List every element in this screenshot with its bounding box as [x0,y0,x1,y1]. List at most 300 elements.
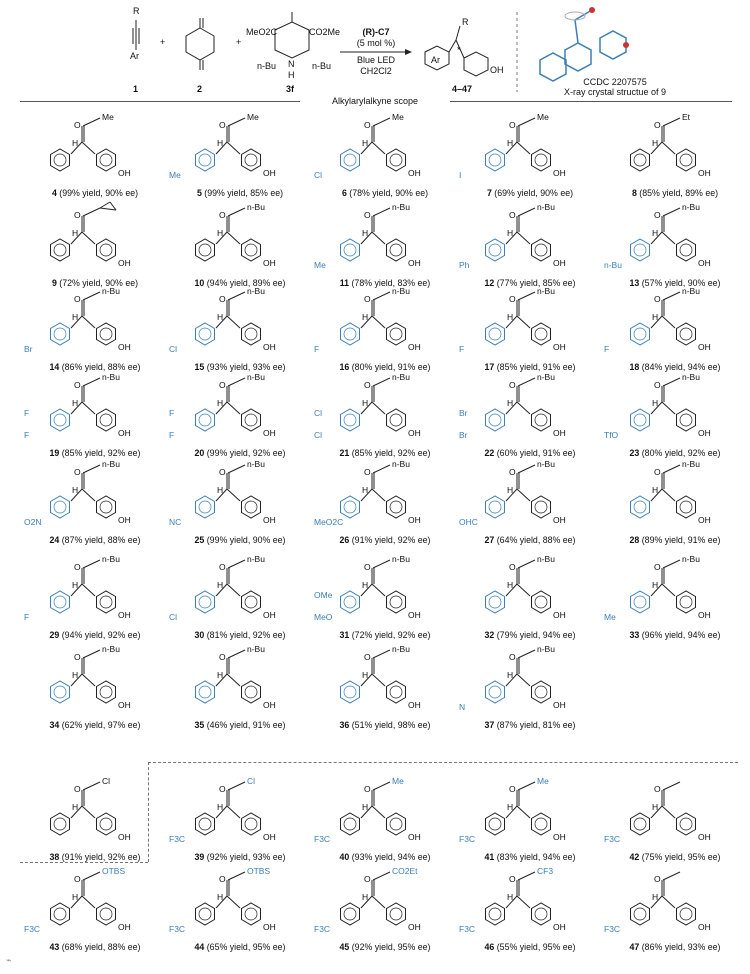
ar-substituent-label: F3C [169,924,186,934]
aromatic-circle [245,686,257,698]
bond [373,292,390,300]
bond [227,402,240,414]
ar-substituent-label: N [459,702,466,712]
benzene-ring [51,149,70,171]
compound-caption: 10 (94% yield, 89% ee) [194,278,286,288]
compound-caption: 23 (80% yield, 92% ee) [629,448,721,458]
benzene-ring [242,149,261,171]
label-2: 2 [197,84,203,94]
bond [517,896,530,908]
hydroxy-label: OH [263,168,276,178]
compound-caption: 20 (99% yield, 92% ee) [194,448,286,458]
benzene-ring [387,903,406,925]
benzene-ring [97,903,116,925]
bond [227,896,240,908]
compound-cell [455,108,605,198]
ar-substituent-2-label: F [169,408,175,418]
r-group-label: n-Bu [537,286,555,296]
ar-substituent-label: I [459,170,462,180]
ar-substituent-label: F3C [314,924,331,934]
carbonyl-o: O [219,380,226,390]
aromatic-circle [390,154,402,166]
hydroxy-label: OH [408,515,421,525]
compound-structure [165,640,315,718]
bond [662,489,675,501]
alpha-h: H [72,138,79,148]
compound-caption: 45 (92% yield, 95% ee) [339,942,431,952]
bond [373,872,390,880]
benzene-ring [196,496,215,518]
compound-id: 30 [194,630,205,640]
compound-caption: 6 (78% yield, 90% ee) [341,188,429,198]
benzene-ring [387,496,406,518]
carbonyl-o: O [219,562,226,572]
carbonyl-o: O [364,874,371,884]
bond [82,316,95,328]
bond [82,584,95,596]
aromatic-circle [680,414,692,426]
r-group-label: n-Bu [682,372,700,382]
alpha-h: H [362,228,369,238]
compound-id: 29 [49,630,60,640]
bond [83,560,100,568]
carbonyl-o: O [509,784,516,794]
bond [82,232,95,244]
aromatic-circle [680,908,692,920]
carbonyl-o: O [509,467,516,477]
aromatic-circle [344,818,356,830]
compound-structure [600,862,750,940]
compound-caption: 25 (99% yield, 90% ee) [194,535,286,545]
carbonyl-o: O [74,294,81,304]
compound-cell [20,862,170,952]
r-group-label: n-Bu [247,372,265,382]
benzene-ring [677,903,696,925]
compound-caption: 38 (91% yield, 92% ee) [49,852,141,862]
aromatic-circle [680,328,692,340]
aromatic-circle [100,686,112,698]
carbonyl-o: O [74,380,81,390]
compound-structure [455,282,605,360]
benzene-ring [677,409,696,431]
benzene-ring [196,409,215,431]
benzene-ring [196,903,215,925]
hydroxy-label: OH [118,610,131,620]
compound-caption: 8 (85% yield, 89% ee) [631,188,719,198]
benzene-ring [387,681,406,703]
hydroxy-label: OH [408,428,421,438]
ar-substituent-label: MeO2C [314,517,344,527]
benzene-ring [631,496,650,518]
alpha-h: H [652,485,659,495]
aromatic-circle [680,154,692,166]
bond [228,650,245,658]
compound-structure [310,640,460,718]
benzene-ring [486,496,505,518]
alpha-h: H [362,670,369,680]
benzene-ring [631,813,650,835]
ar-substituent-label: Cl [169,612,178,622]
compound-id: 20 [194,448,205,458]
compound-caption: 26 (91% yield, 92% ee) [339,535,431,545]
compound-caption: 12 (77% yield, 85% ee) [484,278,576,288]
r-group-label: Me [247,112,259,122]
bond [517,806,530,818]
compound-id: 17 [484,362,495,372]
benzene-ring [196,323,215,345]
aromatic-circle [54,154,66,166]
bond [663,292,680,300]
carbonyl-o: O [364,380,371,390]
bond [662,806,675,818]
hydroxy-label: OH [118,515,131,525]
label-1: 1 [133,84,139,94]
aromatic-circle [489,154,501,166]
bond [373,378,390,386]
benzene-ring [341,496,360,518]
hydroxy-label: OH [698,922,711,932]
r-group-label: n-Bu [392,202,410,212]
section-title: Alkylarylalkyne scope [300,96,450,106]
alpha-h: H [72,670,79,680]
hydroxy-label: OH [553,832,566,842]
compound-structure [310,550,460,628]
compound-cell [20,368,170,458]
alpha-h: H [362,138,369,148]
compound-id: 36 [339,720,350,730]
bond [228,292,245,300]
compound-cell [600,862,750,952]
hantzsch-h: H [288,70,295,80]
bond [373,465,390,473]
benzene-ring [196,813,215,835]
r-group-label: n-Bu [247,286,265,296]
benzene-ring [631,591,650,613]
benzene-ring [242,323,261,345]
compound-caption: 22 (60% yield, 91% ee) [484,448,576,458]
bond [227,142,240,154]
benzene-ring [387,813,406,835]
carbonyl-o: O [74,120,81,130]
plus-1: + [160,37,166,47]
compound-cell [165,455,315,545]
r-group-label: n-Bu [102,554,120,564]
benzene-ring [486,681,505,703]
benzene-ring [242,813,261,835]
compound-id: 38 [49,852,60,862]
compound-structure [600,198,750,276]
bond [83,465,100,473]
benzene-ring [196,149,215,171]
aromatic-circle [100,596,112,608]
carbonyl-o: O [364,210,371,220]
aromatic-circle [344,328,356,340]
bond [663,378,680,386]
compound-structure [455,108,605,186]
compound-structure [20,108,170,186]
compound-cell [310,455,460,545]
compound-id: 40 [339,852,350,862]
bond [373,782,390,790]
compound-id: 11 [339,278,350,288]
bond [518,650,535,658]
aromatic-circle [199,244,211,256]
bond [662,584,675,596]
bond [663,872,680,880]
bond [228,872,245,880]
aromatic-circle [344,244,356,256]
bond [373,560,390,568]
ar-substituent-2-label: F [24,408,30,418]
r-group-label: Cl [247,776,256,786]
hydroxy-label: OH [408,168,421,178]
r-group-label: CF3 [537,866,554,876]
benzene-ring [51,813,70,835]
benzene-ring [486,409,505,431]
aromatic-circle [489,908,501,920]
plus-2: + [236,37,242,47]
bond [228,118,245,126]
bond [518,208,535,216]
aromatic-circle [634,244,646,256]
benzene-ring [387,591,406,613]
ccdc-number: CCDC 2207575 [583,77,647,87]
r-group-label: CO2Et [392,866,418,876]
compound-cell [165,772,315,862]
compound-cell [600,368,750,458]
aromatic-circle [199,414,211,426]
compound-id: 46 [484,942,495,952]
compound-cell [600,772,750,862]
compound-cell [600,550,750,640]
compound-structure [20,640,170,718]
bond [227,232,240,244]
ar-substituent-label: F3C [24,924,41,934]
bond [228,465,245,473]
ar-substituent-label: Cl [169,344,178,354]
carbonyl-o: O [219,210,226,220]
bond [518,378,535,386]
bond [83,378,100,386]
r-group-label: Me [537,776,549,786]
compound-cell [455,455,605,545]
bond [82,142,95,154]
compound-cell [310,862,460,952]
aromatic-circle [634,908,646,920]
compound-cell [165,108,315,198]
hydroxy-label: OH [553,922,566,932]
carbonyl-o: O [509,652,516,662]
compound-id: 34 [49,720,60,730]
alkyne-ar-label: Ar [130,51,139,61]
hydroxy-label: OH [408,700,421,710]
compound-caption: 46 (55% yield, 95% ee) [484,942,576,952]
aromatic-circle [535,414,547,426]
carbonyl-o: O [219,652,226,662]
ar-substituent-label: O2N [24,517,42,527]
r-group-label: n-Bu [392,286,410,296]
benzene-ring [97,591,116,613]
bond [373,118,390,126]
bond [518,465,535,473]
alpha-h: H [217,802,224,812]
ar-substituent-label: Me [169,170,181,180]
bond [100,202,110,208]
bond [110,202,116,210]
bond [517,402,530,414]
benzene-ring [677,591,696,613]
benzene-ring [242,681,261,703]
alpha-h: H [217,670,224,680]
compound-cell [20,772,170,862]
compound-caption: 19 (85% yield, 92% ee) [49,448,141,458]
r-group-label: n-Bu [247,459,265,469]
bond [517,584,530,596]
bond [372,806,385,818]
bond [228,378,245,386]
bond [83,872,100,880]
carbonyl-o: O [219,467,226,477]
hantzsch-right-alkyl: n-Bu [312,61,332,71]
alpha-h: H [362,802,369,812]
ar-substituent-label: F [314,344,320,354]
carbonyl-o: O [219,294,226,304]
r-group-label: n-Bu [537,202,555,212]
hydroxy-label: OH [263,832,276,842]
hydroxy-label: OH [698,342,711,352]
hydroxy-label: OH [263,342,276,352]
compound-id: 6 [341,188,347,198]
hydroxy-label: OH [698,258,711,268]
benzene-ring [341,149,360,171]
compound-structure [310,198,460,276]
r-group-label: Me [537,112,549,122]
compound-caption: 5 (99% yield, 85% ee) [196,188,284,198]
aromatic-circle [199,501,211,513]
aromatic-circle [680,244,692,256]
compound-caption: 18 (84% yield, 94% ee) [629,362,721,372]
compound-cell [20,282,170,372]
aromatic-circle [245,596,257,608]
benzene-ring [387,239,406,261]
bond [518,782,535,790]
benzene-ring [97,813,116,835]
compound-caption: 7 (69% yield, 90% ee) [486,188,574,198]
bond [372,232,385,244]
compound-cell [310,550,460,640]
benzene-ring [341,681,360,703]
bond [373,650,390,658]
carbonyl-o: O [654,784,661,794]
compound-id: 43 [49,942,60,952]
ar-substituent-2-label: Br [459,408,468,418]
compound-id: 39 [194,852,205,862]
compound-cell [455,772,605,862]
aromatic-circle [54,596,66,608]
benzene-ring [532,813,551,835]
compound-caption: 24 (87% yield, 88% ee) [49,535,141,545]
alpha-h: H [217,892,224,902]
alpha-h: H [217,228,224,238]
carbonyl-o: O [74,467,81,477]
ar-substituent-label: F3C [169,834,186,844]
watermark: ⌁ [6,955,12,965]
alpha-h: H [652,398,659,408]
hydroxy-label: OH [553,515,566,525]
ar-substituent-label: NC [169,517,182,527]
benzene-ring [532,681,551,703]
compound-caption: 44 (65% yield, 95% ee) [194,942,286,952]
compound-structure [600,772,750,850]
solvent: CH2Cl2 [360,66,392,76]
product-r: R [462,17,469,27]
aromatic-circle [535,328,547,340]
compound-id: 9 [51,278,57,288]
compound-cell [600,282,750,372]
bond [662,316,675,328]
product-ar: Ar [431,55,440,65]
benzene-ring [486,903,505,925]
bond [517,674,530,686]
benzene-ring [97,409,116,431]
benzene-ring [242,409,261,431]
compound-cell [310,108,460,198]
alpha-h: H [217,138,224,148]
compound-structure [165,862,315,940]
compound-cell [455,368,605,458]
alpha-h: H [652,228,659,238]
r-group-label: n-Bu [247,554,265,564]
bond [517,232,530,244]
compound-id: 25 [194,535,205,545]
compound-structure [455,772,605,850]
alpha-h: H [652,802,659,812]
alpha-h: H [72,802,79,812]
bond [228,782,245,790]
compound-id: 16 [339,362,350,372]
r-group-label: n-Bu [102,286,120,296]
compound-caption: 27 (64% yield, 88% ee) [484,535,576,545]
alpha-h: H [507,485,514,495]
bond [372,896,385,908]
compound-cell [310,640,460,730]
benzene-ring [677,496,696,518]
product-oh: OH [490,65,504,75]
benzene-ring [242,903,261,925]
alpha-h: H [72,485,79,495]
hydroxy-label: OH [553,258,566,268]
bond [663,208,680,216]
compound-id: 12 [484,278,495,288]
ar-substituent-label: MeO [314,612,333,622]
compound-caption: 47 (86% yield, 93% ee) [629,942,721,952]
compound-caption: 11 (78% yield, 83% ee) [339,278,431,288]
carbonyl-o: O [364,120,371,130]
compound-structure [165,550,315,628]
bond [662,896,675,908]
hydroxy-label: OH [698,832,711,842]
compound-structure [20,550,170,628]
carbonyl-o: O [74,562,81,572]
aromatic-circle [199,596,211,608]
ar-substituent-label: F [24,612,30,622]
compound-cell [310,282,460,372]
bond [227,584,240,596]
benzene-ring [51,681,70,703]
carbonyl-o: O [219,120,226,130]
benzene-ring [341,239,360,261]
bond [663,465,680,473]
